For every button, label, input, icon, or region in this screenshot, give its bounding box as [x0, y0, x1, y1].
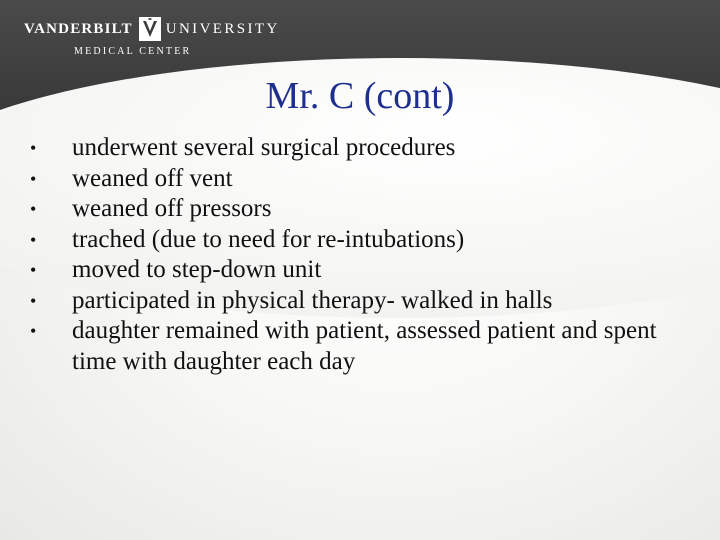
bullet-dot: •	[30, 229, 37, 250]
bullet-item	[30, 133, 690, 164]
bullet-text: weaned off pressors	[72, 195, 272, 222]
bullet-item	[30, 194, 690, 225]
bullet-text: underwent several surgical procedures	[72, 134, 456, 161]
slide-title: Mr. C (cont)	[265, 75, 455, 117]
bullet-text: moved to step-down unit	[72, 256, 322, 283]
bullet-dot: •	[30, 290, 37, 311]
bullet-item	[30, 255, 690, 286]
logo-wordmark	[24, 16, 280, 42]
bullet-text: trached (due to need for re-intubations)	[72, 225, 465, 253]
bullet-dot: •	[30, 199, 37, 219]
bullet-item	[30, 286, 690, 317]
bullet-item	[30, 316, 690, 377]
bullet-text: daughter remained with patient, assessed patient and spent time with daughter each day	[72, 317, 657, 375]
oak-leaf-v-icon	[138, 16, 162, 42]
bullet-text: weaned off vent	[72, 164, 233, 192]
vanderbilt-logo	[24, 16, 284, 66]
bullet-dot: •	[30, 260, 37, 280]
logo-medical-center: MEDICAL CENTER	[74, 46, 192, 57]
bullet-item	[30, 164, 690, 195]
bullet-dot: •	[30, 138, 37, 158]
logo-word-university: UNIVERSITY	[165, 20, 280, 37]
bullet-dot: •	[30, 168, 37, 189]
bullet-item	[30, 225, 690, 256]
logo-word-vanderbilt: VANDERBILT	[24, 20, 133, 37]
bullet-list	[30, 133, 690, 377]
bullet-dot: •	[30, 321, 37, 341]
bullet-text: participated in physical therapy- walked in halls	[72, 286, 553, 314]
